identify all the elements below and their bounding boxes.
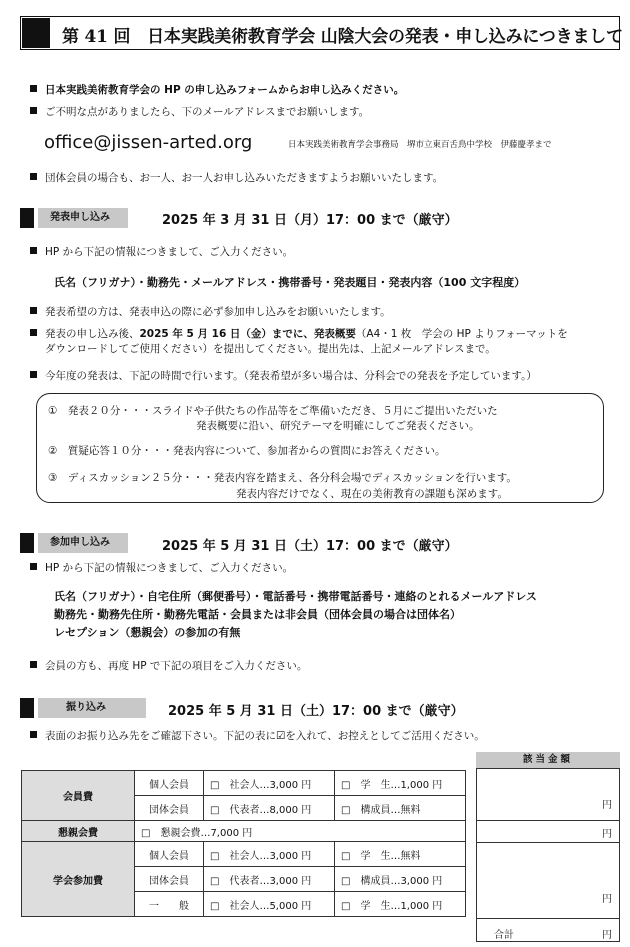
bullet-icon [30,371,37,378]
bullet-icon [30,85,37,92]
attend-general-option-2[interactable]: □ 学 生…1,000 円 [335,892,466,917]
presentation-line-1: HP から下記の情報につきまして、ご入力ください。 [30,244,293,259]
fee-table [21,770,466,917]
amount-divider [476,918,620,919]
participation-tab: 参加申し込み [38,533,128,553]
indiv-option-1[interactable]: □ 社会人…3,000 円 [204,771,335,796]
attendance-label: 学会参加費 [22,842,135,917]
schedule-item-3-cont: 発表内容だけでなく、現在の美術教育の課題も深めます。 [236,488,508,500]
presentation-line-3b: ダウンロードしてご使用ください）を提出してください。提出先は、上記メールアドレスまで。 [45,343,496,355]
yen-party: 円 [602,829,612,840]
participation-fields-3: レセプション（懇親会）の参加の有無 [54,626,241,639]
page-title: 第 41 回 日本実践美術教育学会 山陰大会の発表・申し込みにつきまして [62,27,623,47]
schedule-item-2: ② 質疑応答１０分・・・発表内容について、参加者からの質問にお答えください。 [48,445,446,457]
schedule-item-1: ① 発表２０分・・・スライドや子供たちの作品等をご準備いただき、５月にご提出いただいた [48,405,498,417]
presentation-line-4: 今年度の発表は、下記の時間で行います。（発表希望が多い場合は、分科会での発表を予定しています。） [30,368,537,383]
schedule-item-3: ③ ディスカッション２５分・・・発表内容を踏まえ、各分科会場でディスカッションを行います。 [48,472,517,484]
attend-group-option-1[interactable]: □ 代表者…3,000 円 [204,867,335,892]
participation-deadline: 2025 年 5 月 31 日（土）17：00 まで（厳守） [162,539,458,554]
bullet-icon [30,731,37,738]
email-note: 日本実践美術教育学会事務局 堺市立東百舌鳥中学校 伊藤慶孝まで [288,140,552,150]
section-marker [20,698,34,718]
attend-group-label: 団体会員 [135,867,204,892]
bullet-icon [30,247,37,254]
yen-membership: 円 [602,800,612,811]
bullet-icon [30,329,37,336]
presentation-deadline: 2025 年 3 月 31 日（月）17：00 まで（厳守） [162,213,458,228]
bullet-icon [30,307,37,314]
group-option-1[interactable]: □ 代表者…8,000 円 [204,796,335,821]
intro-line-2: ご不明な点がありましたら、下のメールアドレスまでお願いします。 [30,104,369,119]
bullet-icon [30,563,37,570]
indiv-label: 個人会員 [135,771,204,796]
schedule-item-1-cont: 発表概要に沿い、研究テーマを明確にしてご発表ください。 [196,420,480,432]
indiv-option-2[interactable]: □ 学 生…1,000 円 [335,771,466,796]
attend-general-label: 一 般 [135,892,204,917]
total-label: 合計 [494,930,514,941]
group-option-2[interactable]: □ 構成員…無料 [335,796,466,821]
yen-total: 円 [602,930,612,941]
party-option[interactable]: □ 懇親会費…7,000 円 [135,821,466,842]
intro-line-1: 日本実践美術教育学会の HP の申し込みフォームからお申し込みください。 [30,82,404,97]
title-marker [22,18,50,48]
attend-indiv-label: 個人会員 [135,842,204,867]
participation-fields-2: 勤務先・勤務先住所・勤務先電話・会員または非会員（団体会員の場合は団体名） [54,608,461,621]
attend-indiv-option-1[interactable]: □ 社会人…3,000 円 [204,842,335,867]
payment-tab: 振り込み [38,698,146,718]
section-marker [20,533,34,553]
bullet-icon [30,661,37,668]
attend-general-option-1[interactable]: □ 社会人…5,000 円 [204,892,335,917]
email-address[interactable]: office@jissen-arted.org [44,132,253,153]
party-label: 懇親会費 [22,821,135,842]
bullet-icon [30,107,37,114]
participation-line-1: HP から下記の情報につきまして、ご入力ください。 [30,560,293,575]
presentation-line-3a: 発表の申し込み後、2025 年 5 月 16 日（金）までに、発表概要（A4・1 枚 学会の HP よりフォーマットを [30,326,568,341]
payment-line-1: 表面のお振り込み先をご確認下さい。下記の表に☑を入れて、お控えとしてご活用ください。 [30,728,485,743]
participation-line-2: 会員の方も、再度 HP で下記の項目をご入力ください。 [30,658,307,673]
amount-header: 該当金額 [476,752,620,768]
group-label: 団体会員 [135,796,204,821]
amount-column [476,768,620,942]
attend-group-option-2[interactable]: □ 構成員…3,000 円 [335,867,466,892]
participation-fields-1: 氏名（フリガナ）・自宅住所（郵便番号）・電話番号・携帯電話番号・連絡のとれるメールアドレス [54,590,537,603]
amount-divider [476,820,620,821]
attend-indiv-option-2[interactable]: □ 学 生…無料 [335,842,466,867]
payment-deadline: 2025 年 5 月 31 日（土）17：00 まで（厳守） [168,704,464,719]
presentation-fields: 氏名（フリガナ）・勤務先・メールアドレス・携帯番号・発表題目・発表内容（100 文字程度） [54,276,526,289]
section-marker [20,208,34,228]
bullet-icon [30,173,37,180]
presentation-line-2: 発表希望の方は、発表申込の際に必ず参加申し込みをお願いいたします。 [30,304,391,319]
yen-attendance: 円 [602,894,612,905]
membership-label: 会員費 [22,771,135,821]
presentation-tab: 発表申し込み [38,208,128,228]
amount-divider [476,842,620,843]
intro-line-3: 団体会員の場合も、お一人、お一人お申し込みいただきますようお願いいたします。 [30,170,443,185]
